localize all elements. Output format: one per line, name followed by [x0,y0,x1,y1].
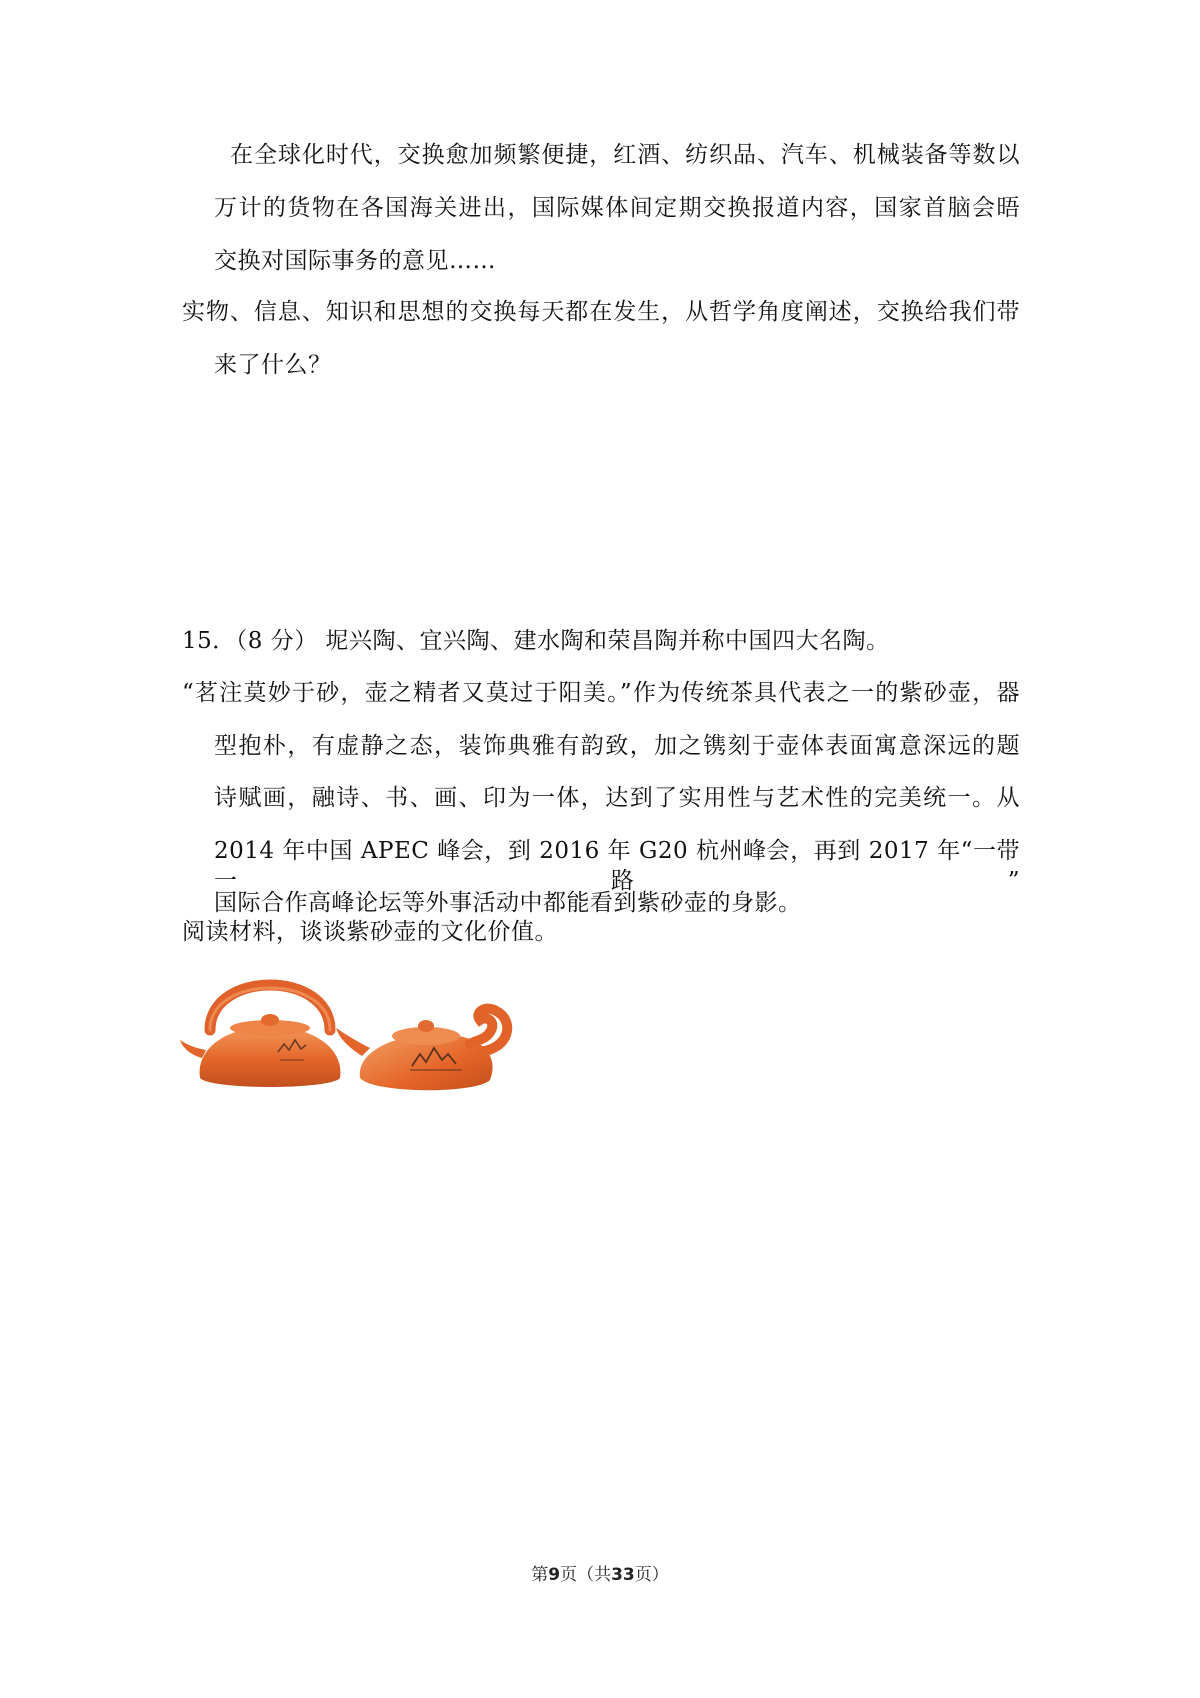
footer-middle: 页（共 [560,1565,612,1585]
question-15-material-line-1: “茗注莫妙于砂，壶之精者又莫过于阳美。”作为传统茶具代表之一的紫砂壶，器 [182,680,1020,706]
zisha-teapots-illustration [180,960,540,1110]
teapot-right [336,1009,507,1091]
footer-total-pages: 33 [611,1565,635,1585]
footer-page-number: 9 [548,1565,561,1585]
question-15-heading: 15．（8 分） 坭兴陶、宜兴陶、建水陶和荣昌陶并称中国四大名陶。 [182,628,890,654]
passage-line-1: 在全球化时代，交换愈加频繁便捷，红酒、纺织品、汽车、机械装备等数以 [230,142,1020,168]
question-15-prompt: 阅读材料，谈谈紫砂壶的文化价值。 [182,919,558,945]
passage-line-3: 交换对国际事务的意见…… [214,248,496,274]
passage-line-2: 万计的货物在各国海关进出，国际媒体间定期交换报道内容，国家首脑会晤 [214,195,1020,221]
teapot-image [180,960,540,1110]
page-footer [0,1564,1200,1586]
question-15-material-line-3: 诗赋画，融诗、书、画、印为一体，达到了实用性与艺术性的完美统一。从 [214,785,1020,811]
question-15-material-line-5: 国际合作高峰论坛等外事活动中都能看到紫砂壶的身影。 [214,890,802,916]
question-14-prompt-line-1: 实物、信息、知识和思想的交换每天都在发生，从哲学角度阐述，交换给我们带 [182,299,1020,325]
teapot-left [180,985,340,1087]
footer-suffix: 页） [634,1565,669,1585]
footer-prefix: 第 [531,1565,549,1585]
question-15-material-line-2: 型抱朴，有虚静之态，装饰典雅有韵致，加之镌刻于壶体表面寓意深远的题 [214,733,1020,759]
question-14-prompt-line-2: 来了什么？ [214,352,332,378]
question-15-material-line-4: 2014 年中国 APEC 峰会，到 2016 年 G20 杭州峰会，再到 2017 年“一带一路” [214,838,1020,894]
